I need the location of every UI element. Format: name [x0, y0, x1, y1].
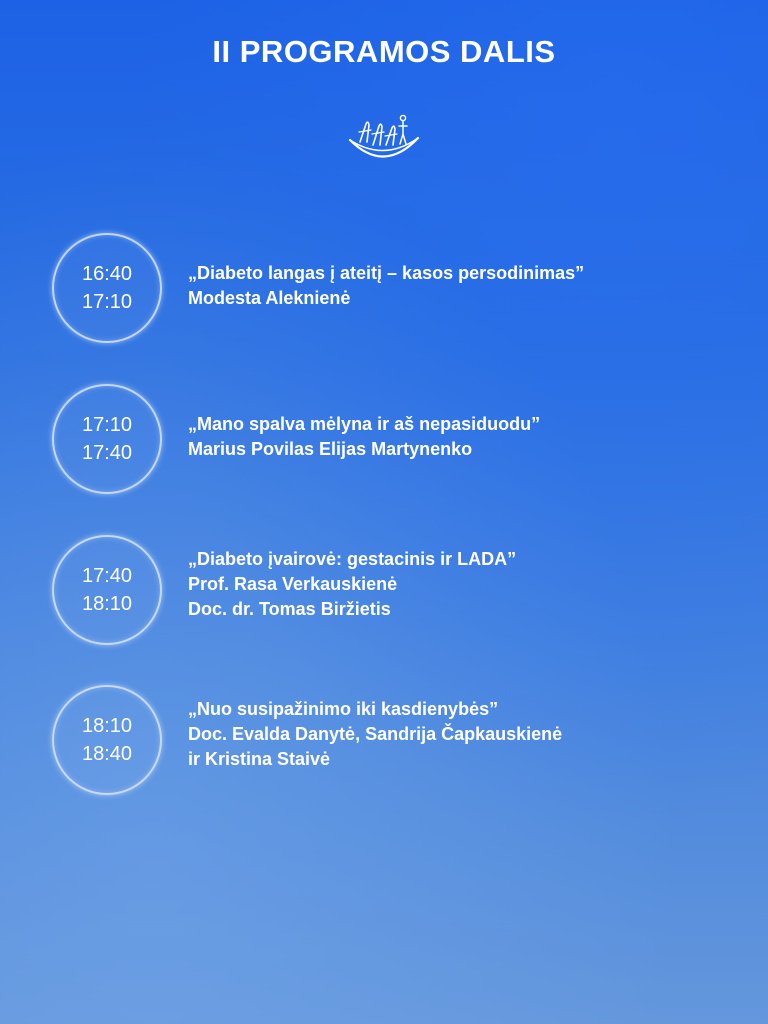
- session-details: [188, 547, 748, 622]
- session-title: „Diabeto įvairovė: gestacinis ir LADA”: [188, 549, 517, 569]
- start-time: 17:10: [81, 414, 133, 436]
- start-time: 18:10: [81, 715, 133, 737]
- time-circle: [52, 535, 162, 645]
- schedule-entry: [52, 233, 732, 343]
- time-circle: [52, 384, 162, 494]
- session-speaker: Marius Povilas Elijas Martynenko: [188, 439, 473, 459]
- session-speaker: ir Kristina Staivė: [188, 749, 331, 769]
- session-title: „Diabeto langas į ateitį – kasos persodinimas”: [188, 263, 585, 283]
- end-time: 17:10: [81, 291, 133, 313]
- session-speaker: Prof. Rasa Verkauskienė: [188, 574, 398, 594]
- start-time: 17:40: [81, 565, 133, 587]
- session-speaker: Modesta Aleknienė: [188, 288, 351, 308]
- figures-in-boat-logo-icon: [346, 112, 422, 170]
- session-details: [188, 697, 748, 772]
- session-title: „Nuo susipažinimo iki kasdienybės”: [188, 699, 499, 719]
- page-title: II PROGRAMOS DALIS: [212, 34, 556, 69]
- end-time: 18:40: [81, 743, 133, 765]
- end-time: 18:10: [81, 593, 133, 615]
- start-time: 16:40: [81, 263, 133, 285]
- time-circle: [52, 685, 162, 795]
- schedule-entry: [52, 685, 732, 795]
- schedule-entry: [52, 535, 732, 645]
- session-speaker: Doc. dr. Tomas Biržietis: [188, 599, 391, 619]
- schedule-entry: [52, 384, 732, 494]
- session-details: [188, 261, 748, 311]
- time-circle: [52, 233, 162, 343]
- session-title: „Mano spalva mėlyna ir aš nepasiduodu”: [188, 414, 541, 434]
- session-speaker: Doc. Evalda Danytė, Sandrija Čapkauskienė: [188, 724, 563, 744]
- end-time: 17:40: [81, 442, 133, 464]
- session-details: [188, 412, 748, 462]
